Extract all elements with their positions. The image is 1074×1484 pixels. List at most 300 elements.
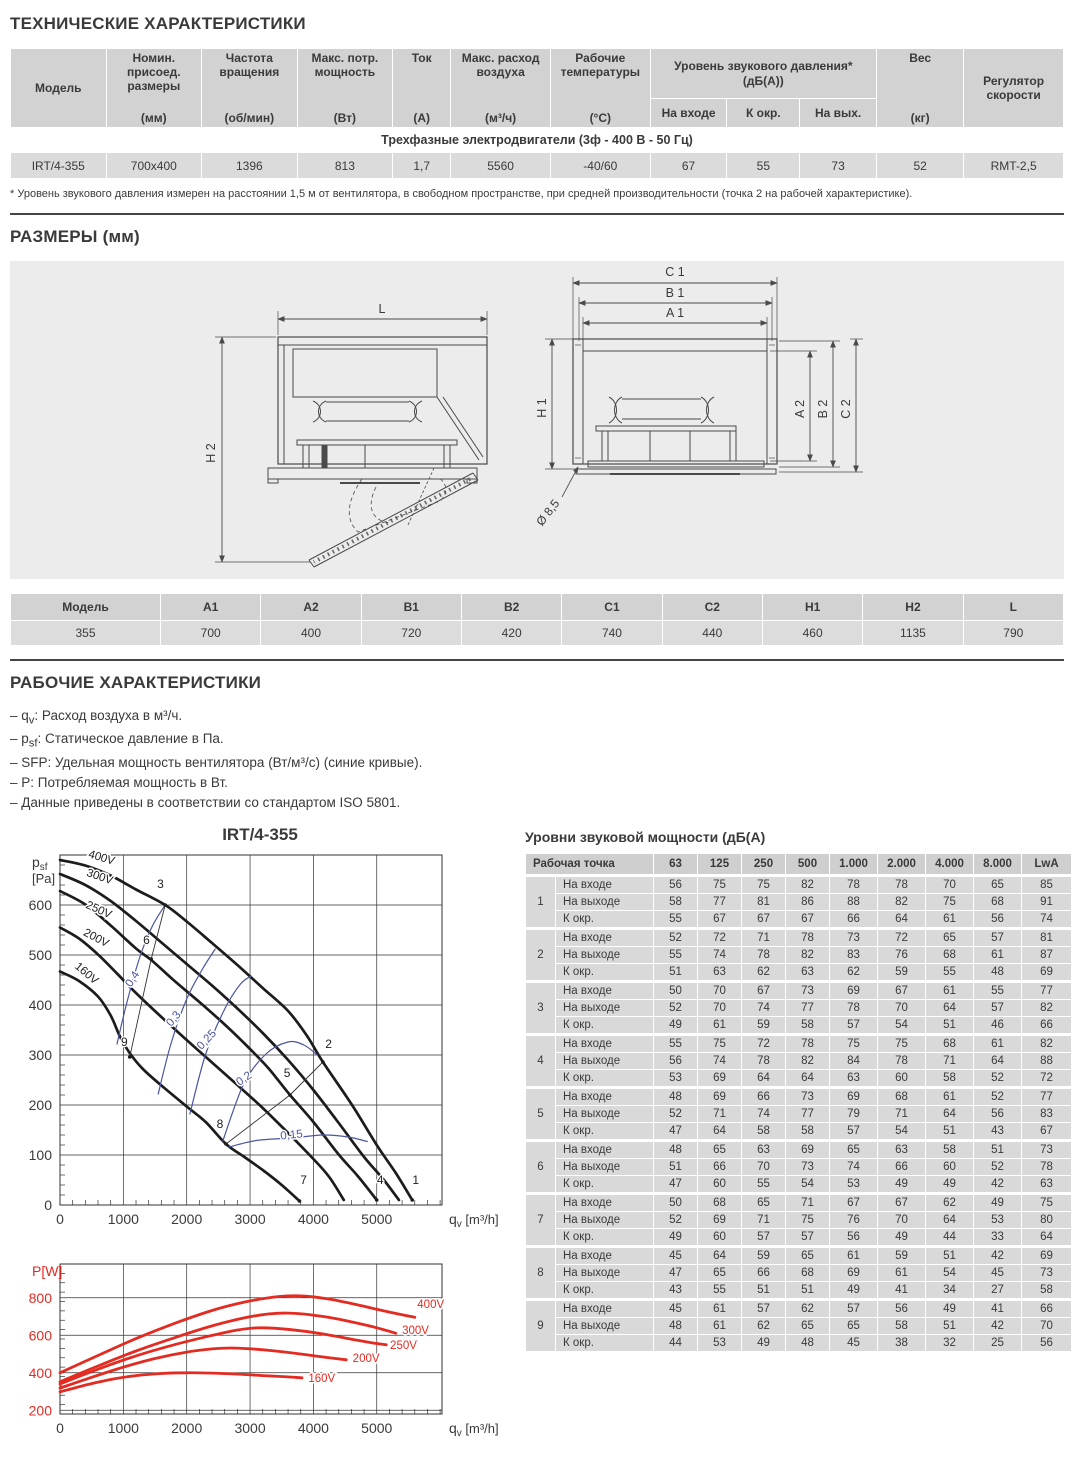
- sound-column: [525, 823, 1064, 1352]
- sound-location-label: К окр.: [556, 963, 654, 981]
- note-line: – $q_v$: Расход воздуха в м³/ч.: [10, 708, 183, 727]
- sound-row: [526, 1069, 1072, 1087]
- x-axis-label: $q_v$ [m³/h]: [449, 1210, 499, 1230]
- section-title-technical: ТЕХНИЧЕСКИЕ ХАРАКТЕРИСТИКИ: [10, 14, 306, 33]
- spec-col-power: Макс. потр. мощность (Вт): [297, 49, 393, 128]
- sound-value: 71: [742, 1211, 786, 1228]
- sound-value: 59: [742, 1246, 786, 1264]
- svg-text:100: 100: [28, 1146, 52, 1163]
- sound-header-frequency: 250: [742, 853, 786, 875]
- sound-value: 67: [786, 910, 830, 928]
- curve-300V-label: 300V: [84, 866, 115, 887]
- sound-location-label: К окр.: [556, 1334, 654, 1351]
- spec-value: IRT/4-355: [11, 153, 107, 179]
- dim-label-A1: A 1: [665, 306, 685, 320]
- sound-value: 67: [698, 910, 742, 928]
- sound-value: 48: [786, 1334, 830, 1351]
- sound-location-label: На входе: [556, 1034, 654, 1052]
- x-axis-label: $q_v$ [m³/h]: [449, 1419, 499, 1439]
- spec-col-airflow: Макс. расход воздуха (м³/ч): [451, 49, 551, 128]
- dimension-drawings-panel: [10, 261, 1064, 579]
- sound-value: 52: [974, 1087, 1022, 1105]
- sound-location-label: На выходе: [556, 1158, 654, 1175]
- sound-value: 53: [654, 1069, 698, 1087]
- sound-value: 52: [654, 1211, 698, 1228]
- svg-text:1000: 1000: [107, 1419, 139, 1436]
- sound-value: 88: [1022, 1052, 1072, 1069]
- charts-column: [10, 823, 515, 1464]
- curve-200V-label: 200V: [81, 926, 111, 950]
- sound-power-table: [525, 853, 1072, 1352]
- sound-value: 70: [926, 875, 974, 893]
- sound-value: 57: [974, 999, 1022, 1016]
- sound-value: 63: [878, 1140, 926, 1158]
- sound-value: 61: [926, 1087, 974, 1105]
- sound-value: 54: [926, 1264, 974, 1281]
- sound-value: 75: [878, 1034, 926, 1052]
- chart-title: IRT/4-355: [222, 824, 298, 844]
- sound-value: 41: [878, 1281, 926, 1299]
- sound-value: 64: [926, 999, 974, 1016]
- sfp-0_15-label: 0,15: [279, 1127, 304, 1143]
- sound-value: 78: [786, 1034, 830, 1052]
- sound-location-label: К окр.: [556, 1016, 654, 1034]
- sound-value: 73: [786, 1087, 830, 1105]
- sound-value: 65: [830, 1317, 878, 1334]
- spec-value: 813: [297, 153, 393, 179]
- sound-value: 51: [742, 1281, 786, 1299]
- sound-value: 64: [974, 1052, 1022, 1069]
- sound-value: 49: [926, 1175, 974, 1193]
- sound-value: 45: [974, 1264, 1022, 1281]
- sound-value: 69: [830, 1087, 878, 1105]
- sound-value: 71: [926, 1052, 974, 1069]
- dim-label-H2: H 2: [204, 443, 218, 463]
- sound-value: 63: [742, 1140, 786, 1158]
- sound-value: 58: [926, 1069, 974, 1087]
- sound-location-label: На входе: [556, 1087, 654, 1105]
- sound-value: 53: [698, 1334, 742, 1351]
- sound-value: 69: [698, 1069, 742, 1087]
- sound-value: 52: [654, 928, 698, 946]
- svg-text:400: 400: [28, 1364, 52, 1381]
- svg-text:600: 600: [28, 896, 52, 913]
- sound-value: 46: [974, 1016, 1022, 1034]
- sound-value: 42: [974, 1246, 1022, 1264]
- svg-text:1000: 1000: [107, 1210, 139, 1227]
- dims-header: L: [963, 594, 1063, 621]
- sound-pressure-footnote: * Уровень звукового давления измерен на расстоянии 1,5 м от вентилятора, в свободном пространстве, при средней производительности (точка 2 на рабочей характеристике).: [10, 188, 913, 200]
- sound-value: 67: [830, 1193, 878, 1211]
- sound-value: 68: [786, 1264, 830, 1281]
- spec-table: [10, 48, 1064, 179]
- spec-col-regulator: Регулятор скорости: [964, 49, 1064, 128]
- sound-location-label: К окр.: [556, 1122, 654, 1140]
- sound-value: 57: [742, 1228, 786, 1246]
- sound-row: [526, 893, 1072, 910]
- sound-row: [526, 1246, 1072, 1264]
- sound-value: 70: [878, 999, 926, 1016]
- sound-value: 65: [698, 1264, 742, 1281]
- sound-table-body: [526, 875, 1072, 1351]
- sound-value: 68: [974, 893, 1022, 910]
- sound-row: [526, 1105, 1072, 1122]
- sound-value: 71: [786, 1193, 830, 1211]
- sound-value: 58: [786, 1016, 830, 1034]
- panel-background: [10, 261, 1064, 579]
- sound-value: 60: [698, 1175, 742, 1193]
- spec-value: 73: [800, 153, 877, 179]
- sound-location-label: К окр.: [556, 1228, 654, 1246]
- sound-value: 70: [698, 981, 742, 999]
- sound-value: 79: [830, 1105, 878, 1122]
- sound-value: 55: [974, 981, 1022, 999]
- spec-value: 1396: [202, 153, 298, 179]
- sound-location-label: На выходе: [556, 1105, 654, 1122]
- sound-header-frequency: 63: [654, 853, 698, 875]
- sound-value: 49: [878, 1175, 926, 1193]
- sound-value: 69: [698, 1087, 742, 1105]
- dims-header: B1: [361, 594, 461, 621]
- sfp-0_2-label: 0,2: [234, 1069, 255, 1089]
- spec-col-current: Ток (А): [393, 49, 451, 128]
- y-axis-label: $p_{sf}$: [32, 853, 48, 873]
- sound-value: 65: [974, 875, 1022, 893]
- sound-value: 42: [974, 1317, 1022, 1334]
- sound-value: 42: [974, 1175, 1022, 1193]
- performance-notes: [10, 707, 1064, 813]
- sound-location-label: К окр.: [556, 1175, 654, 1193]
- sound-value: 67: [742, 910, 786, 928]
- sound-value: 43: [974, 1122, 1022, 1140]
- sound-value: 50: [654, 981, 698, 999]
- sound-value: 78: [878, 1052, 926, 1069]
- sound-table-header: [526, 853, 1072, 875]
- sound-value: 57: [974, 928, 1022, 946]
- sound-value: 71: [742, 928, 786, 946]
- sound-value: 63: [786, 963, 830, 981]
- sound-value: 41: [974, 1299, 1022, 1317]
- spec-value: 67: [650, 153, 727, 179]
- sound-value: 72: [878, 928, 926, 946]
- performance-columns: [10, 823, 1064, 1464]
- sound-header-frequency: 500: [786, 853, 830, 875]
- svg-text:9: 9: [120, 1034, 128, 1049]
- sound-row: [526, 1193, 1072, 1211]
- svg-text:200: 200: [28, 1401, 52, 1418]
- svg-text:6: 6: [143, 932, 150, 947]
- sound-value: 88: [830, 893, 878, 910]
- sound-value: 55: [654, 946, 698, 963]
- sound-value: 61: [830, 1246, 878, 1264]
- sound-value: 84: [830, 1052, 878, 1069]
- sound-value: 66: [878, 1158, 926, 1175]
- sound-value: 55: [926, 963, 974, 981]
- sound-value: 61: [974, 1034, 1022, 1052]
- sound-location-label: На выходе: [556, 1052, 654, 1069]
- sound-value: 56: [878, 1299, 926, 1317]
- sound-value: 75: [698, 875, 742, 893]
- sfp-0_25-label: 0,25: [194, 1027, 220, 1052]
- svg-text:1: 1: [412, 1172, 420, 1187]
- sound-row: [526, 910, 1072, 928]
- sound-value: 78: [830, 875, 878, 893]
- power-300V-label: 300V: [402, 1324, 429, 1337]
- sound-row: [526, 1299, 1072, 1317]
- spec-value: 5560: [451, 153, 551, 179]
- sound-value: 78: [878, 875, 926, 893]
- sound-value: 68: [698, 1193, 742, 1211]
- sound-value: 58: [1022, 1281, 1072, 1299]
- sound-row: [526, 1016, 1072, 1034]
- dim-label-L: L: [378, 302, 386, 316]
- sound-row: [526, 999, 1072, 1016]
- dims-header: C1: [562, 594, 662, 621]
- spec-value: 55: [727, 153, 800, 179]
- pressure-flow-chart: [10, 847, 515, 1252]
- note-line: – Данные приведены в соответствии со стандартом ISO 5801.: [10, 794, 401, 810]
- dim-label-C2: C 2: [839, 399, 853, 419]
- sound-value: 61: [974, 946, 1022, 963]
- sound-value: 69: [1022, 963, 1072, 981]
- spec-col-model: Модель: [11, 49, 107, 128]
- sound-value: 87: [1022, 946, 1072, 963]
- sound-value: 47: [654, 1175, 698, 1193]
- sound-value: 61: [926, 981, 974, 999]
- sound-location-label: На входе: [556, 1193, 654, 1211]
- svg-text:3: 3: [157, 876, 164, 891]
- sound-location-label: К окр.: [556, 1281, 654, 1299]
- sound-location-label: На входе: [556, 1140, 654, 1158]
- sound-value: 57: [830, 1016, 878, 1034]
- dims-header: A1: [161, 594, 261, 621]
- svg-text:2000: 2000: [171, 1419, 203, 1436]
- sound-value: 55: [742, 1175, 786, 1193]
- sound-value: 74: [698, 1052, 742, 1069]
- sound-row: [526, 1175, 1072, 1193]
- sound-value: 57: [830, 1299, 878, 1317]
- working-point-number: 8: [526, 1246, 556, 1299]
- working-point-number: 3: [526, 981, 556, 1034]
- sound-row: [526, 1281, 1072, 1299]
- sound-value: 55: [654, 910, 698, 928]
- sound-value: 62: [742, 963, 786, 981]
- sound-value: 78: [830, 999, 878, 1016]
- sound-value: 51: [926, 1317, 974, 1334]
- sound-value: 73: [1022, 1140, 1072, 1158]
- sound-value: 74: [742, 1105, 786, 1122]
- sound-value: 74: [1022, 910, 1072, 928]
- sfp-0_25: [190, 976, 251, 1114]
- dim-label-H1: H 1: [535, 398, 549, 418]
- sound-value: 68: [878, 1087, 926, 1105]
- sound-location-label: На выходе: [556, 946, 654, 963]
- curve-160V-label: 160V: [72, 960, 101, 987]
- sound-value: 73: [830, 928, 878, 946]
- y-axis-label: P[W]: [32, 1262, 63, 1279]
- svg-text:4000: 4000: [297, 1419, 329, 1436]
- sound-value: 72: [742, 1034, 786, 1052]
- svg-text:200: 200: [28, 1096, 52, 1113]
- sound-value: 62: [830, 963, 878, 981]
- sound-value: 66: [742, 1087, 786, 1105]
- sound-value: 75: [742, 875, 786, 893]
- sound-value: 58: [742, 1122, 786, 1140]
- sound-value: 64: [698, 1246, 742, 1264]
- sound-row: [526, 1228, 1072, 1246]
- sound-value: 68: [926, 946, 974, 963]
- svg-text:5000: 5000: [361, 1419, 393, 1436]
- sound-value: 59: [742, 1016, 786, 1034]
- sound-value: 78: [1022, 1158, 1072, 1175]
- sound-row: [526, 1140, 1072, 1158]
- sound-row: [526, 1158, 1072, 1175]
- sound-value: 51: [974, 1140, 1022, 1158]
- sound-value: 78: [742, 1052, 786, 1069]
- sound-value: 52: [974, 1069, 1022, 1087]
- sound-value: 64: [698, 1122, 742, 1140]
- sound-value: 52: [654, 1105, 698, 1122]
- sound-value: 52: [974, 1158, 1022, 1175]
- sound-value: 77: [1022, 981, 1072, 999]
- sound-value: 65: [742, 1193, 786, 1211]
- working-point-number: 7: [526, 1193, 556, 1246]
- spec-sub-outlet: На вых.: [800, 99, 877, 128]
- sound-value: 65: [786, 1246, 830, 1264]
- sound-value: 62: [926, 1193, 974, 1211]
- sound-row: [526, 1087, 1072, 1105]
- spec-value: -40/60: [550, 153, 650, 179]
- sound-value: 75: [1022, 1193, 1072, 1211]
- working-point-number: 2: [526, 928, 556, 981]
- sound-value: 76: [830, 1211, 878, 1228]
- sound-value: 82: [1022, 999, 1072, 1016]
- sound-value: 45: [830, 1334, 878, 1351]
- sound-value: 62: [742, 1317, 786, 1334]
- sound-value: 56: [830, 1228, 878, 1246]
- sound-row: [526, 1264, 1072, 1281]
- sound-value: 54: [878, 1016, 926, 1034]
- spec-col-weight: Вес (кг): [877, 49, 964, 128]
- sound-header-frequency: 2.000: [878, 853, 926, 875]
- sound-value: 27: [974, 1281, 1022, 1299]
- dims-header: H1: [762, 594, 862, 621]
- sound-value: 51: [654, 963, 698, 981]
- sound-value: 74: [830, 1158, 878, 1175]
- power-200V-label: 200V: [352, 1352, 380, 1365]
- sound-value: 57: [742, 1299, 786, 1317]
- working-point-number: 9: [526, 1299, 556, 1351]
- sound-value: 77: [698, 893, 742, 910]
- dim-label-C1: C 1: [665, 265, 685, 279]
- dims-header: C2: [662, 594, 762, 621]
- working-point-number: 6: [526, 1140, 556, 1193]
- spec-value: 52: [877, 153, 964, 179]
- dims-value: 720: [361, 621, 461, 646]
- sound-value: 51: [926, 1246, 974, 1264]
- working-point-7: [298, 1173, 308, 1203]
- sound-value: 58: [926, 1140, 974, 1158]
- sound-value: 67: [742, 981, 786, 999]
- sound-value: 60: [878, 1069, 926, 1087]
- sound-value: 64: [926, 1211, 974, 1228]
- sfp-0_2: [223, 1041, 317, 1143]
- spec-col-speed: Частота вращения (об/мин): [202, 49, 298, 128]
- note-line: – SFP: Удельная мощность вентилятора (Вт/м³/с) (синие кривые).: [10, 754, 423, 770]
- sound-value: 67: [878, 1193, 926, 1211]
- sound-value: 65: [698, 1140, 742, 1158]
- sound-value: 47: [654, 1122, 698, 1140]
- svg-text:800: 800: [28, 1289, 52, 1306]
- sound-value: 45: [654, 1246, 698, 1264]
- sound-value: 64: [878, 910, 926, 928]
- sound-value: 55: [654, 1034, 698, 1052]
- sound-value: 85: [1022, 875, 1072, 893]
- sound-value: 70: [1022, 1317, 1072, 1334]
- svg-text:3000: 3000: [234, 1210, 266, 1227]
- svg-text:2: 2: [325, 1036, 332, 1051]
- sound-value: 59: [878, 963, 926, 981]
- sound-value: 64: [786, 1069, 830, 1087]
- sound-header-frequency: LwA: [1022, 853, 1072, 875]
- sound-value: 81: [1022, 928, 1072, 946]
- dims-header: B2: [461, 594, 561, 621]
- sound-value: 33: [974, 1228, 1022, 1246]
- sound-header-frequency: 4.000: [926, 853, 974, 875]
- dims-value: 460: [762, 621, 862, 646]
- dims-value: 700: [161, 621, 261, 646]
- sound-value: 71: [878, 1105, 926, 1122]
- sound-value: 58: [878, 1317, 926, 1334]
- sound-header-frequency: 8.000: [974, 853, 1022, 875]
- sound-value: 48: [654, 1140, 698, 1158]
- sound-value: 60: [698, 1228, 742, 1246]
- sound-value: 61: [926, 910, 974, 928]
- sound-value: 61: [698, 1016, 742, 1034]
- pressure-flow-chart: [10, 847, 510, 1247]
- sound-value: 49: [878, 1228, 926, 1246]
- dims-header: H2: [863, 594, 963, 621]
- dims-header: Модель: [11, 594, 161, 621]
- sound-value: 73: [786, 981, 830, 999]
- svg-text:400: 400: [28, 996, 52, 1013]
- svg-text:0: 0: [56, 1210, 64, 1227]
- sound-location-label: На выходе: [556, 1211, 654, 1228]
- sound-value: 50: [654, 1193, 698, 1211]
- svg-text:0: 0: [56, 1419, 64, 1436]
- sound-value: 51: [786, 1281, 830, 1299]
- sound-location-label: На выходе: [556, 1317, 654, 1334]
- sound-value: 45: [654, 1299, 698, 1317]
- sound-value: 82: [878, 893, 926, 910]
- spec-data-row: [11, 153, 1064, 179]
- sound-value: 44: [926, 1228, 974, 1246]
- sound-value: 43: [654, 1281, 698, 1299]
- dims-value: 440: [662, 621, 762, 646]
- sound-header-frequency: 125: [698, 853, 742, 875]
- svg-text:600: 600: [28, 1326, 52, 1343]
- motor-type-row: Трехфазные электродвигатели (3ф - 400 В - 50 Гц): [11, 128, 1064, 153]
- sound-value: 49: [654, 1016, 698, 1034]
- sound-value: 70: [878, 1211, 926, 1228]
- power-flow-chart: [10, 1252, 515, 1464]
- sound-value: 58: [786, 1122, 830, 1140]
- sound-value: 61: [698, 1317, 742, 1334]
- sound-location-label: На выходе: [556, 999, 654, 1016]
- sound-value: 58: [654, 893, 698, 910]
- dimension-drawings: [10, 261, 1064, 579]
- sound-value: 73: [1022, 1264, 1072, 1281]
